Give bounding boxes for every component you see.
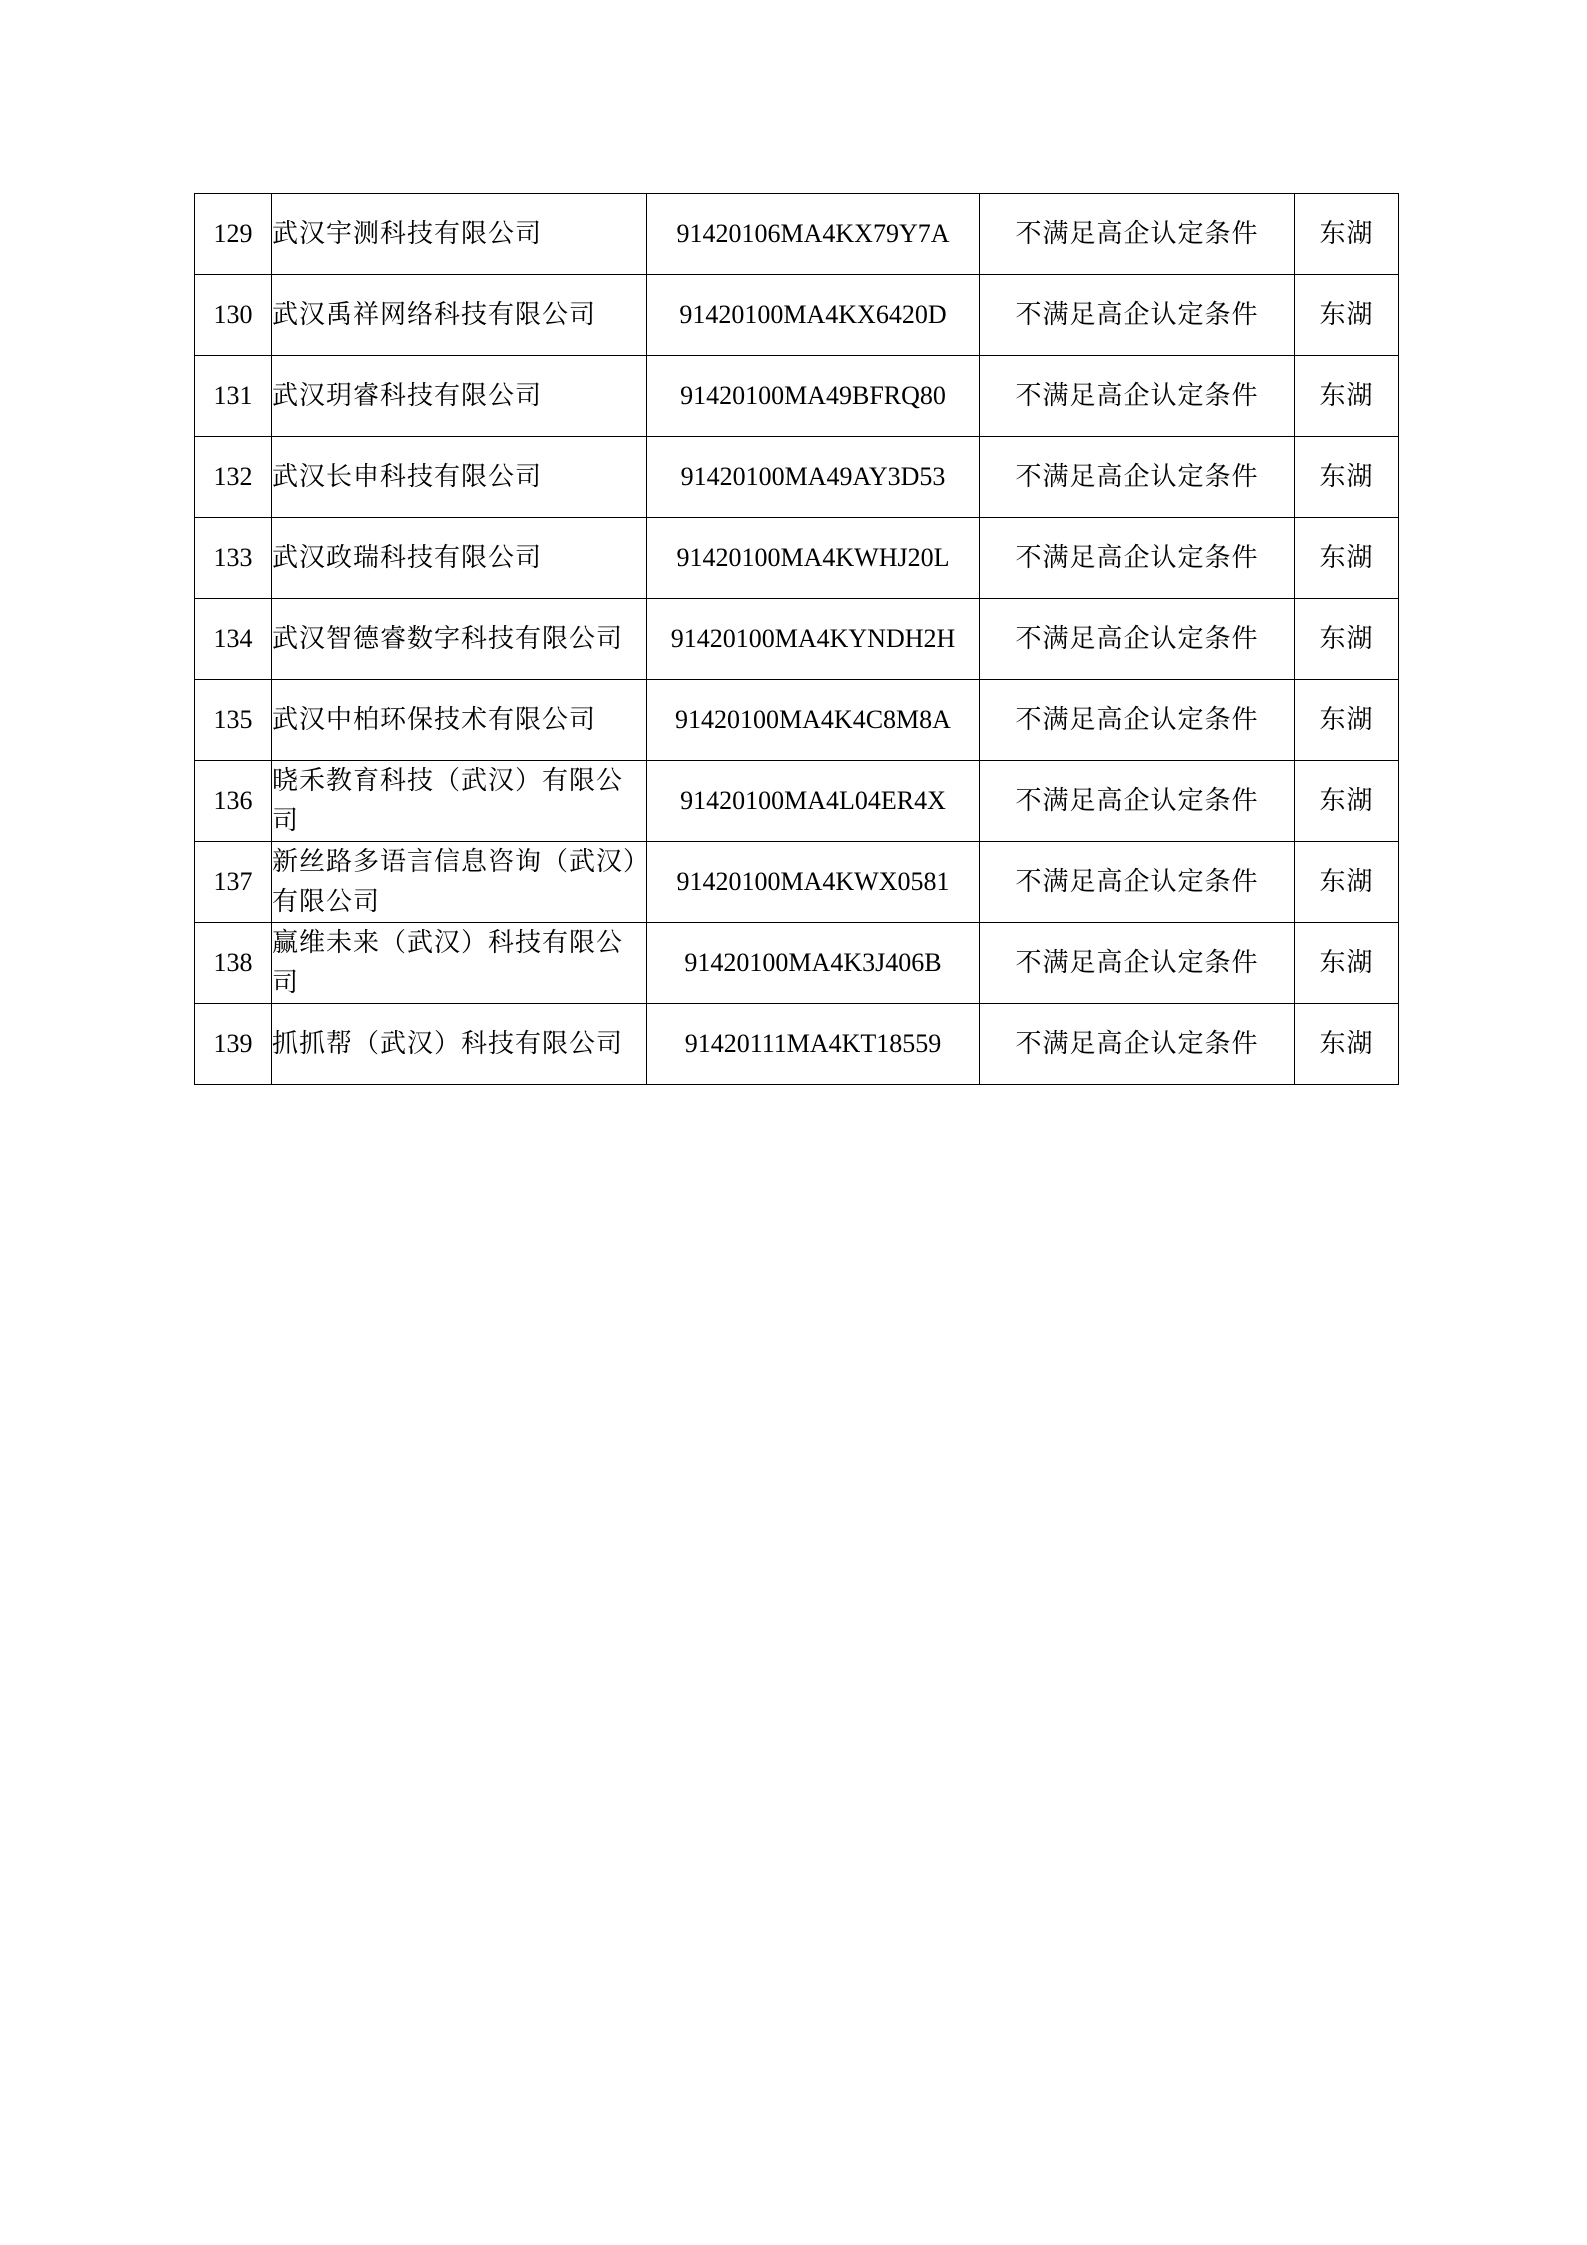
company-name: 武汉智德睿数字科技有限公司 (272, 599, 647, 680)
row-index: 134 (195, 599, 272, 680)
reason: 不满足高企认定条件 (980, 356, 1295, 437)
credit-code: 91420100MA4L04ER4X (647, 761, 980, 842)
credit-code: 91420100MA4KWHJ20L (647, 518, 980, 599)
reason: 不满足高企认定条件 (980, 923, 1295, 1004)
table-row (195, 275, 1399, 356)
table-row (195, 518, 1399, 599)
table-row (195, 923, 1399, 1004)
reason: 不满足高企认定条件 (980, 761, 1295, 842)
area: 东湖 (1295, 842, 1399, 923)
area: 东湖 (1295, 437, 1399, 518)
table-row (195, 680, 1399, 761)
reason: 不满足高企认定条件 (980, 680, 1295, 761)
reason: 不满足高企认定条件 (980, 194, 1295, 275)
table-row (195, 842, 1399, 923)
row-index: 139 (195, 1004, 272, 1085)
credit-code: 91420100MA4K3J406B (647, 923, 980, 1004)
area: 东湖 (1295, 680, 1399, 761)
credit-code: 91420100MA4KYNDH2H (647, 599, 980, 680)
area: 东湖 (1295, 1004, 1399, 1085)
area: 东湖 (1295, 599, 1399, 680)
company-name: 武汉长申科技有限公司 (272, 437, 647, 518)
table-row (195, 761, 1399, 842)
row-index: 136 (195, 761, 272, 842)
table-row (195, 1004, 1399, 1085)
company-name: 武汉禹祥网络科技有限公司 (272, 275, 647, 356)
credit-code: 91420100MA4KWX0581 (647, 842, 980, 923)
credit-code: 91420100MA49AY3D53 (647, 437, 980, 518)
credit-code: 91420106MA4KX79Y7A (647, 194, 980, 275)
row-index: 132 (195, 437, 272, 518)
row-index: 138 (195, 923, 272, 1004)
company-name: 新丝路多语言信息咨询（武汉）有限公司 (272, 842, 647, 923)
row-index: 135 (195, 680, 272, 761)
company-name: 晓禾教育科技（武汉）有限公司 (272, 761, 647, 842)
reason: 不满足高企认定条件 (980, 842, 1295, 923)
area: 东湖 (1295, 518, 1399, 599)
reason: 不满足高企认定条件 (980, 275, 1295, 356)
row-index: 137 (195, 842, 272, 923)
company-name: 武汉政瑞科技有限公司 (272, 518, 647, 599)
company-name: 抓抓帮（武汉）科技有限公司 (272, 1004, 647, 1085)
row-index: 133 (195, 518, 272, 599)
area: 东湖 (1295, 356, 1399, 437)
table-row (195, 194, 1399, 275)
credit-code: 91420100MA4KX6420D (647, 275, 980, 356)
row-index: 130 (195, 275, 272, 356)
company-list-table (194, 193, 1399, 1085)
area: 东湖 (1295, 194, 1399, 275)
reason: 不满足高企认定条件 (980, 599, 1295, 680)
table-row (195, 599, 1399, 680)
company-name: 武汉宇测科技有限公司 (272, 194, 647, 275)
reason: 不满足高企认定条件 (980, 1004, 1295, 1085)
company-name: 武汉中柏环保技术有限公司 (272, 680, 647, 761)
credit-code: 91420111MA4KT18559 (647, 1004, 980, 1085)
area: 东湖 (1295, 275, 1399, 356)
credit-code: 91420100MA4K4C8M8A (647, 680, 980, 761)
row-index: 129 (195, 194, 272, 275)
table-row (195, 356, 1399, 437)
area: 东湖 (1295, 761, 1399, 842)
reason: 不满足高企认定条件 (980, 437, 1295, 518)
company-name: 赢维未来（武汉）科技有限公司 (272, 923, 647, 1004)
row-index: 131 (195, 356, 272, 437)
table-row (195, 437, 1399, 518)
credit-code: 91420100MA49BFRQ80 (647, 356, 980, 437)
company-name: 武汉玥睿科技有限公司 (272, 356, 647, 437)
reason: 不满足高企认定条件 (980, 518, 1295, 599)
area: 东湖 (1295, 923, 1399, 1004)
